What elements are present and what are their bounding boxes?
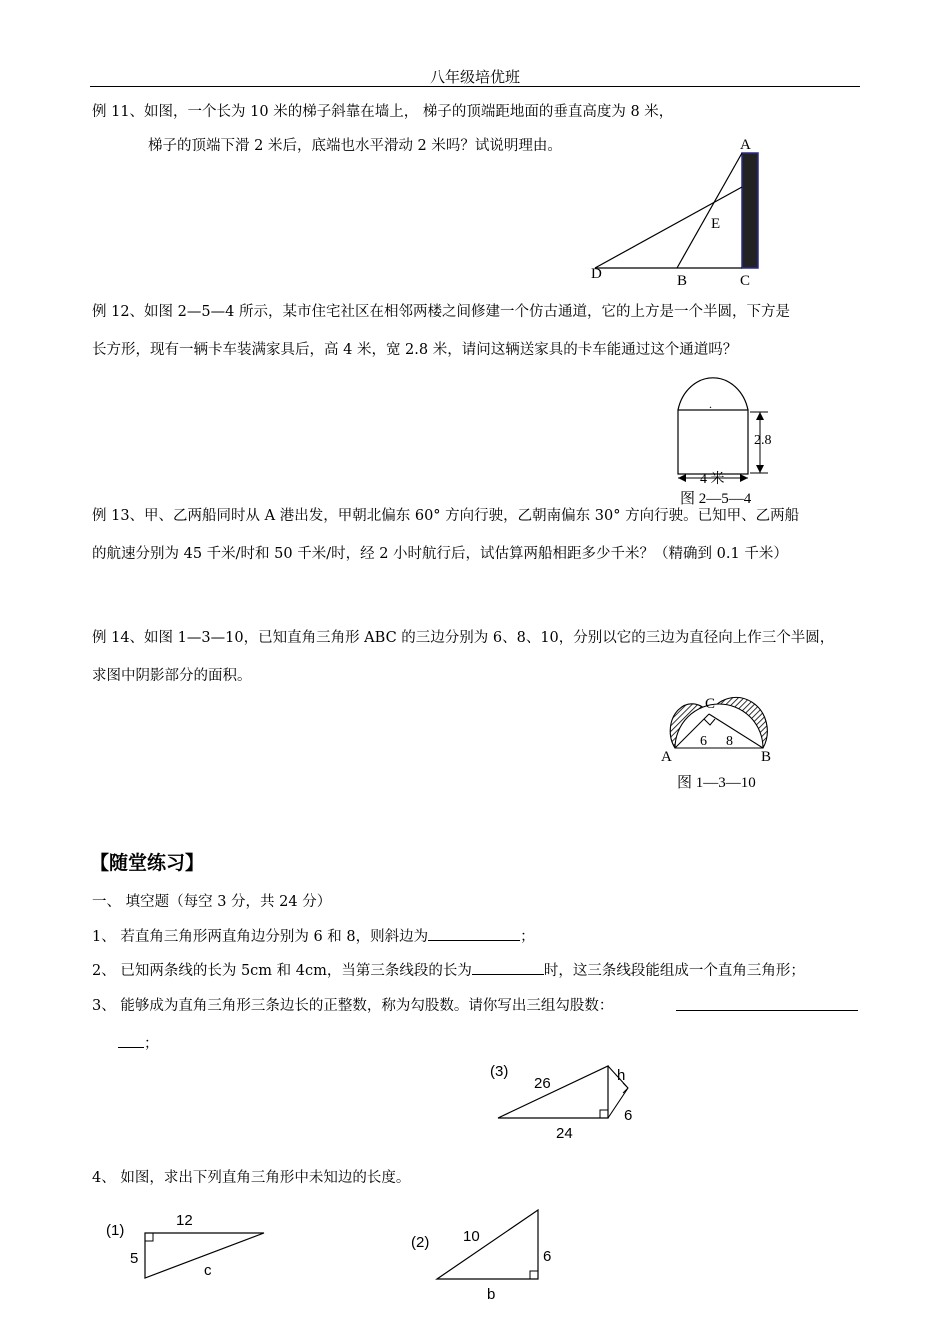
width-arrow-right [740,474,748,482]
ex12-line2: 长方形，现有一辆卡车装满家具后，高 4 米，宽 2.8 米，请问这辆送家具的卡车能通过这个通道吗？ [92,342,738,358]
fig2-bottom: b [487,1286,496,1303]
figure-caption: 图 1—3—10 [677,775,756,791]
question-3-continued: ； [118,1032,159,1053]
ex11-line1: 例 11、如图，一个长为 10 米的梯子斜靠在墙上， 梯子的顶端距地面的垂直高度为 8 米， [92,104,674,120]
fig1-label: (1) [106,1222,125,1239]
question-4: 4、 如图，求出下列直角三角形中未知边的长度。 [92,1170,411,1186]
page-header: 八年级培优班 [429,68,520,86]
question-1: 1、 若直角三角形两直角边分别为 6 和 8，则斜边为 ； [92,925,535,946]
answer-blank-1[interactable] [428,926,520,941]
triangle-figure-1 [100,1205,280,1290]
right-angle-3 [600,1110,608,1118]
triangle-2 [437,1210,538,1279]
fig1-top: 12 [176,1212,193,1229]
fig3-hyp: 26 [534,1075,551,1092]
ex11-line2: 梯子的顶端下滑 2 米后，底端也水平滑动 2 米吗？试说明理由。 [148,138,562,154]
label-A: A [661,749,672,765]
height-arrow-top [756,412,764,420]
width-arrow-left [678,474,686,482]
figure-caption: 图 2—5—4 [680,491,752,507]
label-8: 8 [726,734,733,749]
triangle-3 [498,1066,608,1118]
ex12-line1: 例 12、如图 2—5—4 所示，某市住宅社区在相邻两楼之间修建一个仿古通道，它的上方是一个半圆，下方是 [92,304,790,320]
ex13-line2: 的航速分别为 45 千米/时和 50 千米/时，经 2 小时航行后，试估算两船相距多少千米？（精确到 0.1 千米） [92,546,788,562]
height-arrow-bottom [756,465,764,473]
fig3-six: 6 [624,1107,633,1124]
practice-title: 【随堂练习】 [90,852,205,874]
semicircle-arch [678,378,748,410]
question-3-text: 3、 能够成为直角三角形三条边长的正整数，称为勾股数。请你写出三组勾股数： [92,998,614,1014]
fig2-right: 6 [543,1248,552,1265]
triangle-figure-2 [405,1205,575,1305]
question-2-text: 2、 已知两条线的长为 5cm 和 4cm，当第三条线段的长为 [92,963,472,979]
label-6: 6 [700,734,707,749]
label-E: E [711,216,721,232]
right-angle-2 [530,1271,538,1279]
label-D: D [591,266,602,282]
question-2: 2、 已知两条线的长为 5cm 和 4cm，当第三条线段的长为 时，这三条线段能组成一个直角三角形； [92,959,805,980]
fig2-hyp: 10 [463,1228,480,1245]
question-3 [92,994,613,1015]
fig3-label: (3) [490,1063,509,1080]
label-B: B [677,273,688,289]
header-rule [90,86,860,87]
label-B: B [761,749,772,765]
question-1-text: 1、 若直角三角形两直角边分别为 6 和 8，则斜边为 [92,929,429,945]
width-label: 4 米 [700,472,725,487]
ex14-line1: 例 14、如图 1—3—10，已知直角三角形 ABC 的三边分别为 6、8、10，分别以它的三边为直径向上作三个半圆， [92,630,835,646]
section-fill-in: 一、 填空题（每空 3 分，共 24 分） [92,894,332,910]
fig1-hyp: c [204,1262,212,1279]
fig1-left: 5 [130,1250,139,1267]
label-C: C [705,696,716,712]
ladder-figure [585,135,775,290]
center-dot: . [709,397,712,411]
ex13-line1: 例 13、甲、乙两船同时从 A 港出发，甲朝北偏东 60° 方向行驶，乙朝南偏东 30° 方向行驶。已知甲、乙两船 [92,508,800,524]
semicircles-figure [655,690,785,795]
label-A: A [740,137,751,153]
tunnel-figure [670,360,790,510]
right-angle-1 [145,1233,153,1241]
fig2-label: (2) [411,1234,430,1251]
answer-blank-2[interactable] [472,960,544,975]
rectangle-passage [678,410,748,474]
fig3-h: h [617,1067,626,1084]
answer-blank-3-cont[interactable] [118,1033,144,1048]
height-label: 2.8 [754,433,772,448]
ladder-top-position [677,153,742,268]
wall [742,153,758,268]
fig3-base: 24 [556,1125,573,1142]
label-C: C [740,273,751,289]
answer-blank-3[interactable] [676,996,858,1011]
triangle-figure-3 [488,1058,648,1148]
ex14-line2: 求图中阴影部分的面积。 [92,668,252,684]
